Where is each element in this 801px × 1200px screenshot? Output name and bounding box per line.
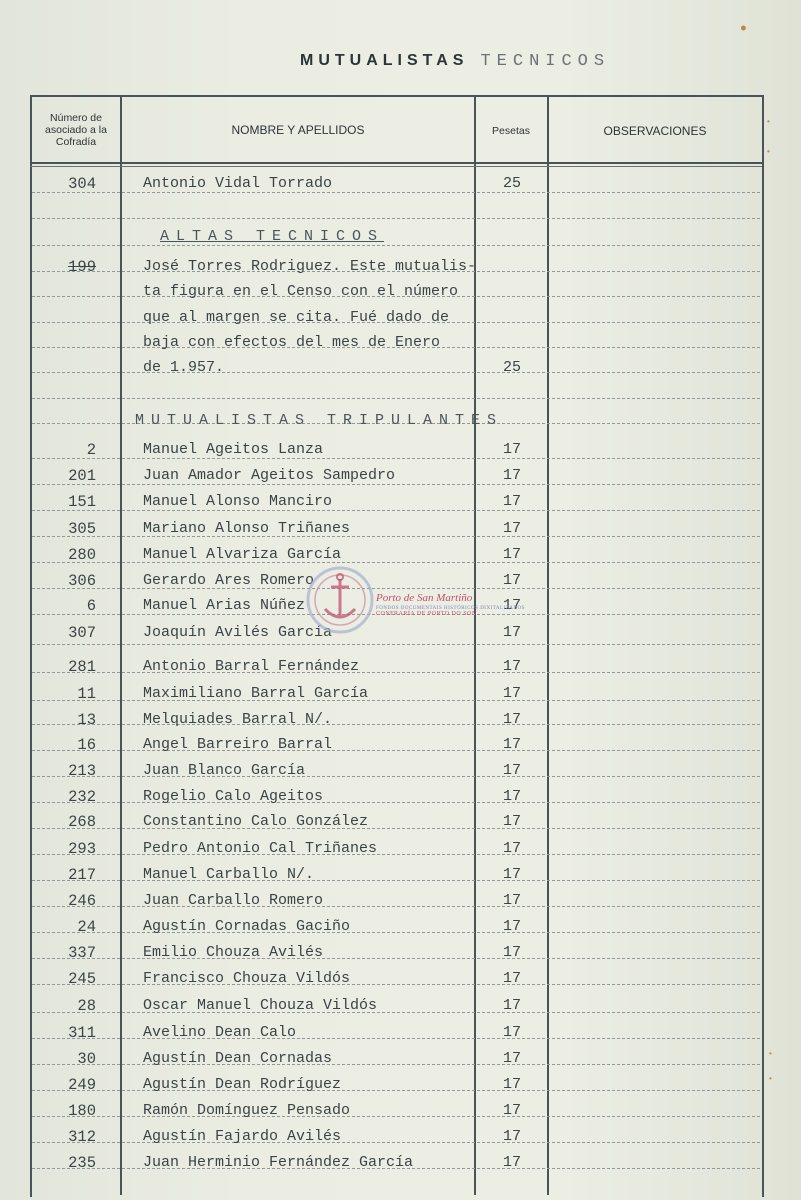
tripulante-name: Antonio Barral Fernández	[143, 658, 360, 675]
tripulante-name: Mariano Alonso Triñanes	[143, 520, 351, 537]
tripulante-name: Manuel Arias Núñez	[143, 597, 306, 614]
tripulante-name: Maximiliano Barral García	[143, 685, 369, 702]
ruled-line	[32, 750, 760, 751]
ruled-line	[32, 906, 760, 907]
seal-line-1: FONDOS DOCUMENTAIS HISTÓRICOS DIXITALIZADOS	[376, 606, 525, 611]
tripulante-number: 201	[68, 467, 96, 485]
ruled-line	[32, 536, 760, 537]
ruled-line	[32, 802, 760, 803]
margin-stain: •	[768, 1075, 773, 1084]
tripulante-name: Emilio Chouza Avilés	[143, 944, 324, 961]
ruled-line	[32, 484, 760, 485]
tripulante-pesetas: 17	[502, 1024, 521, 1041]
tripulante-pesetas: 17	[502, 467, 521, 484]
ruled-line	[32, 458, 760, 459]
tripulante-number: 2	[86, 441, 96, 459]
ruled-line	[32, 372, 760, 373]
ruled-line	[32, 218, 760, 219]
margin-stain: •	[766, 118, 771, 127]
tripulante-pesetas: 17	[502, 658, 521, 675]
tripulante-pesetas: 17	[502, 441, 521, 458]
ruled-line	[32, 1012, 760, 1013]
ruled-line	[32, 245, 760, 246]
tripulante-pesetas: 17	[502, 685, 521, 702]
tripulante-pesetas: 17	[502, 1128, 521, 1145]
tripulante-number: 268	[68, 813, 96, 831]
tripulante-name: Manuel Alonso Manciro	[143, 493, 333, 510]
tripulante-number: 249	[68, 1076, 96, 1094]
tripulante-name: Juan Amador Ageitos Sampedro	[143, 467, 396, 484]
header-divider	[30, 166, 762, 167]
margin-stain: •	[738, 20, 749, 40]
tripulante-pesetas: 17	[502, 1154, 521, 1171]
tripulante-pesetas: 17	[502, 572, 521, 589]
ruled-line	[32, 562, 760, 563]
seal-name: Porto de San Martiño	[376, 592, 473, 604]
tripulante-name: Juan Herminio Fernández García	[143, 1154, 414, 1171]
page-title-typed: TECNICOS	[480, 52, 611, 71]
column-divider	[120, 95, 122, 1195]
ruled-line	[32, 1142, 760, 1143]
altas-note-line: que al margen se cita. Fué dado de	[143, 309, 450, 326]
altas-note-line: ta figura en el Censo con el número	[143, 283, 459, 300]
tripulante-pesetas: 17	[502, 1076, 521, 1093]
ruled-line	[32, 724, 760, 725]
tripulante-number: 307	[68, 624, 96, 642]
tripulante-number: 151	[68, 493, 96, 511]
header-divider	[30, 162, 762, 164]
anchor-seal-icon	[305, 565, 375, 635]
ruled-line	[32, 984, 760, 985]
tripulante-number: 24	[77, 918, 96, 936]
tripulante-name: Francisco Chouza Vildós	[143, 970, 351, 987]
header-pesetas: Pesetas	[492, 125, 530, 137]
tripulante-pesetas: 17	[502, 840, 521, 857]
tripulante-name: Rogelio Calo Ageitos	[143, 788, 324, 805]
entry-pesetas: 25	[502, 175, 521, 192]
seal-text	[376, 588, 525, 617]
tripulante-name: Juan Blanco García	[143, 762, 306, 779]
page-title	[300, 52, 610, 71]
tripulante-pesetas: 17	[502, 711, 521, 728]
tripulante-pesetas: 17	[502, 546, 521, 563]
altas-pesetas: 25	[502, 359, 521, 376]
tripulante-name: Joaquín Avilés García	[143, 624, 333, 641]
ruled-line	[32, 510, 760, 511]
tripulante-name: Agustín Dean Cornadas	[143, 1050, 333, 1067]
ruled-line	[32, 398, 760, 399]
tripulante-name: Ramón Domínguez Pensado	[143, 1102, 351, 1119]
ruled-line	[32, 854, 760, 855]
tripulante-pesetas: 17	[502, 892, 521, 909]
tripulante-pesetas: 17	[502, 1102, 521, 1119]
tripulante-number: 235	[68, 1154, 96, 1172]
tripulante-name: Agustín Cornadas Gaciño	[143, 918, 351, 935]
tripulante-pesetas: 17	[502, 520, 521, 537]
tripulante-number: 246	[68, 892, 96, 910]
margin-stain: •	[766, 148, 771, 157]
tripulante-number: 28	[77, 997, 96, 1015]
tripulante-number: 11	[77, 685, 96, 703]
seal-line-2: CONFRARÍA DE PORTO DO SON	[376, 611, 477, 617]
tripulante-number: 311	[68, 1024, 96, 1042]
ruled-line	[32, 958, 760, 959]
tripulante-number: 337	[68, 944, 96, 962]
tripulante-name: Agustín Dean Rodríguez	[143, 1076, 342, 1093]
tripulantes-heading: MUTUALISTAS TRIPULANTES	[135, 412, 504, 429]
tripulante-name: Manuel Alvariza García	[143, 546, 342, 563]
tripulante-name: Agustín Fajardo Avilés	[143, 1128, 342, 1145]
tripulante-pesetas: 17	[502, 493, 521, 510]
tripulante-name: Melquiades Barral N/.	[143, 711, 333, 728]
ruled-line	[32, 932, 760, 933]
tripulante-name: Gerardo Ares Romero	[143, 572, 315, 589]
tripulante-pesetas: 17	[502, 997, 521, 1014]
tripulante-name: Manuel Ageitos Lanza	[143, 441, 324, 458]
ruled-line	[32, 1064, 760, 1065]
tripulante-pesetas: 17	[502, 736, 521, 753]
tripulante-number: 305	[68, 520, 96, 538]
tripulante-pesetas: 17	[502, 788, 521, 805]
tripulante-pesetas: 17	[502, 1050, 521, 1067]
ruled-line	[32, 1116, 760, 1117]
page-title-printed: MUTUALISTAS	[300, 52, 469, 69]
header-name: NOMBRE Y APELLIDOS	[231, 123, 365, 137]
tripulante-number: 232	[68, 788, 96, 806]
tripulante-number: 306	[68, 572, 96, 590]
tripulante-pesetas: 17	[502, 918, 521, 935]
tripulante-pesetas: 17	[502, 944, 521, 961]
ruled-line	[32, 776, 760, 777]
margin-stain: •	[768, 1050, 773, 1059]
tripulante-pesetas: 17	[502, 970, 521, 987]
ruled-line	[32, 672, 760, 673]
tripulante-number: 281	[68, 658, 96, 676]
tripulante-number: 213	[68, 762, 96, 780]
entry-number: 304	[68, 175, 96, 193]
ruled-line	[32, 192, 760, 193]
ruled-line	[32, 700, 760, 701]
tripulante-pesetas: 17	[502, 813, 521, 830]
tripulante-number: 280	[68, 546, 96, 564]
ruled-line	[32, 644, 760, 645]
tripulante-number: 217	[68, 866, 96, 884]
ruled-line	[32, 1038, 760, 1039]
altas-number: 199	[68, 258, 96, 276]
tripulante-number: 312	[68, 1128, 96, 1146]
tripulante-name: Avelino Dean Calo	[143, 1024, 297, 1041]
tripulante-name: Oscar Manuel Chouza Vildós	[143, 997, 378, 1014]
header-observations: OBSERVACIONES	[603, 124, 707, 138]
header-number: Número de asociado a la Cofradía	[45, 112, 107, 148]
tripulante-name: Constantino Calo González	[143, 813, 369, 830]
tripulante-number: 245	[68, 970, 96, 988]
altas-note-line: baja con efectos del mes de Enero	[143, 334, 441, 351]
tripulante-pesetas: 17	[502, 597, 521, 614]
tripulante-pesetas: 17	[502, 762, 521, 779]
altas-heading: ALTAS TECNICOS	[160, 228, 385, 245]
tripulante-number: 13	[77, 711, 96, 729]
tripulante-pesetas: 17	[502, 866, 521, 883]
tripulante-number: 16	[77, 736, 96, 754]
tripulante-number: 293	[68, 840, 96, 858]
altas-note-line: de 1.957.	[143, 359, 225, 376]
tripulante-number: 6	[86, 597, 96, 615]
tripulante-number: 30	[77, 1050, 96, 1068]
ruled-line	[32, 880, 760, 881]
tripulante-name: Manuel Carballo N/.	[143, 866, 315, 883]
tripulante-number: 180	[68, 1102, 96, 1120]
entry-name: Antonio Vidal Torrado	[143, 175, 333, 192]
ruled-line	[32, 828, 760, 829]
tripulante-name: Pedro Antonio Cal Triñanes	[143, 840, 378, 857]
tripulante-name: Angel Barreiro Barral	[143, 736, 333, 753]
tripulante-name: Juan Carballo Romero	[143, 892, 324, 909]
altas-note-line: José Torres Rodriguez. Este mutualis-	[143, 258, 477, 275]
ruled-line	[32, 1090, 760, 1091]
tripulante-pesetas: 17	[502, 624, 521, 641]
